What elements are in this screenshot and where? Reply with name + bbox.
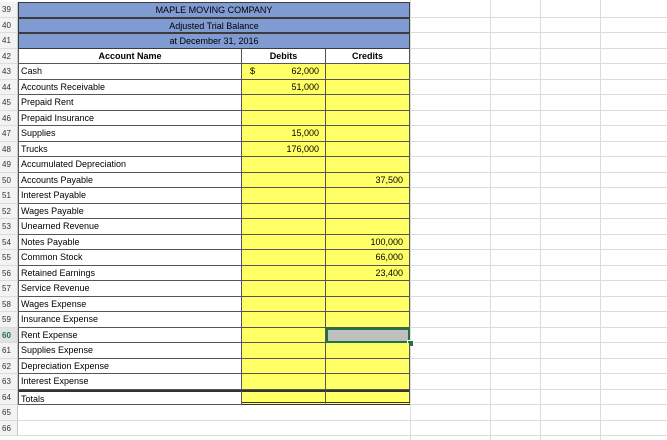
grid-row-line [18, 435, 667, 436]
row-header[interactable]: 65 [0, 405, 18, 421]
account-name-cell[interactable]: Supplies Expense [18, 343, 242, 359]
account-name-cell[interactable]: Wages Expense [18, 297, 242, 313]
grid-column-line [600, 0, 601, 440]
account-name-cell[interactable]: Prepaid Rent [18, 95, 242, 111]
row-header[interactable]: 44 [0, 80, 18, 96]
debit-cell[interactable] [242, 312, 326, 328]
debit-cell[interactable] [242, 250, 326, 266]
debit-cell[interactable] [242, 281, 326, 297]
row-header[interactable]: 51 [0, 188, 18, 204]
credit-cell[interactable] [326, 297, 410, 313]
account-name-cell[interactable]: Interest Payable [18, 188, 242, 204]
row-header[interactable]: 64 [0, 390, 18, 406]
credit-cell[interactable] [326, 390, 410, 406]
row-header[interactable]: 52 [0, 204, 18, 220]
account-name-cell[interactable]: Unearned Revenue [18, 219, 242, 235]
report-date: at December 31, 2016 [18, 33, 410, 49]
row-header[interactable]: 55 [0, 250, 18, 266]
row-header[interactable]: 53 [0, 219, 18, 235]
grid-row-line [18, 420, 667, 421]
grid-column-line [410, 0, 411, 440]
credit-cell[interactable] [326, 111, 410, 127]
credit-cell[interactable] [326, 142, 410, 158]
row-header[interactable]: 39 [0, 2, 18, 18]
grid-column-line [540, 0, 541, 440]
credit-cell[interactable] [326, 157, 410, 173]
account-name-cell[interactable]: Wages Payable [18, 204, 242, 220]
account-name-cell[interactable]: Rent Expense [18, 328, 242, 344]
debit-cell[interactable] [242, 157, 326, 173]
account-name-cell[interactable]: Common Stock [18, 250, 242, 266]
account-name-cell[interactable]: Cash [18, 64, 242, 80]
row-header[interactable]: 40 [0, 18, 18, 34]
row-header[interactable]: 66 [0, 421, 18, 437]
credit-cell[interactable] [326, 80, 410, 96]
account-name-cell[interactable]: Totals [18, 390, 242, 406]
row-header[interactable]: 41 [0, 33, 18, 49]
credit-cell[interactable] [326, 95, 410, 111]
account-name-cell[interactable]: Insurance Expense [18, 312, 242, 328]
credit-cell[interactable] [326, 126, 410, 142]
debit-cell[interactable] [242, 219, 326, 235]
account-name-cell[interactable]: Supplies [18, 126, 242, 142]
row-header[interactable]: 42 [0, 49, 18, 65]
credit-cell[interactable] [326, 374, 410, 390]
debit-value: 62,000 [291, 66, 319, 76]
row-header[interactable]: 47 [0, 126, 18, 142]
credit-cell[interactable] [326, 204, 410, 220]
debit-cell[interactable] [242, 297, 326, 313]
debit-cell[interactable] [242, 390, 326, 406]
credit-cell[interactable]: 100,000 [326, 235, 410, 251]
debit-cell[interactable] [242, 173, 326, 189]
debit-cell[interactable] [242, 95, 326, 111]
row-header[interactable]: 57 [0, 281, 18, 297]
header-credits: Credits [326, 49, 410, 65]
row-header[interactable]: 58 [0, 297, 18, 313]
row-header[interactable]: 61 [0, 343, 18, 359]
credit-cell[interactable] [326, 281, 410, 297]
debit-cell[interactable]: 51,000 [242, 80, 326, 96]
account-name-cell[interactable]: Notes Payable [18, 235, 242, 251]
debit-cell[interactable] [242, 204, 326, 220]
row-header[interactable]: 54 [0, 235, 18, 251]
credit-cell[interactable] [326, 219, 410, 235]
debit-cell[interactable] [242, 111, 326, 127]
credit-cell[interactable]: 37,500 [326, 173, 410, 189]
debit-cell[interactable] [242, 374, 326, 390]
credit-cell[interactable] [326, 328, 410, 344]
account-name-cell[interactable]: Accumulated Depreciation [18, 157, 242, 173]
row-header[interactable]: 48 [0, 142, 18, 158]
row-header[interactable]: 50 [0, 173, 18, 189]
credit-cell[interactable]: 23,400 [326, 266, 410, 282]
debit-cell[interactable] [242, 235, 326, 251]
account-name-cell[interactable]: Depreciation Expense [18, 359, 242, 375]
debit-cell[interactable] [242, 328, 326, 344]
debit-cell[interactable]: 15,000 [242, 126, 326, 142]
credit-cell[interactable]: 66,000 [326, 250, 410, 266]
debit-cell[interactable] [242, 188, 326, 204]
account-name-cell[interactable]: Retained Earnings [18, 266, 242, 282]
debit-cell[interactable] [242, 64, 326, 80]
debit-cell[interactable]: 176,000 [242, 142, 326, 158]
account-name-cell[interactable]: Trucks [18, 142, 242, 158]
debit-cell[interactable] [242, 343, 326, 359]
row-header[interactable]: 56 [0, 266, 18, 282]
header-account-name: Account Name [18, 49, 242, 65]
header-debits: Debits [242, 49, 326, 65]
credit-cell[interactable] [326, 64, 410, 80]
report-title: MAPLE MOVING COMPANY [18, 2, 410, 18]
row-header[interactable]: 63 [0, 374, 18, 390]
row-header[interactable]: 60 [0, 328, 18, 344]
row-header[interactable]: 46 [0, 111, 18, 127]
account-name-cell[interactable]: Prepaid Insurance [18, 111, 242, 127]
credit-cell[interactable] [326, 343, 410, 359]
credit-cell[interactable] [326, 359, 410, 375]
row-header[interactable]: 62 [0, 359, 18, 375]
row-header[interactable]: 43 [0, 64, 18, 80]
grid-column-line [490, 0, 491, 440]
account-name-cell[interactable]: Interest Expense [18, 374, 242, 390]
debit-cell[interactable] [242, 359, 326, 375]
account-name-cell[interactable]: Accounts Payable [18, 173, 242, 189]
row-header[interactable]: 49 [0, 157, 18, 173]
credit-cell[interactable] [326, 188, 410, 204]
debit-cell[interactable] [242, 266, 326, 282]
account-name-cell[interactable]: Service Revenue [18, 281, 242, 297]
row-header[interactable]: 45 [0, 95, 18, 111]
row-header[interactable]: 59 [0, 312, 18, 328]
account-name-cell[interactable]: Accounts Receivable [18, 80, 242, 96]
dollar-sign: $ [250, 66, 256, 76]
report-subtitle: Adjusted Trial Balance [18, 18, 410, 34]
credit-cell[interactable] [326, 312, 410, 328]
